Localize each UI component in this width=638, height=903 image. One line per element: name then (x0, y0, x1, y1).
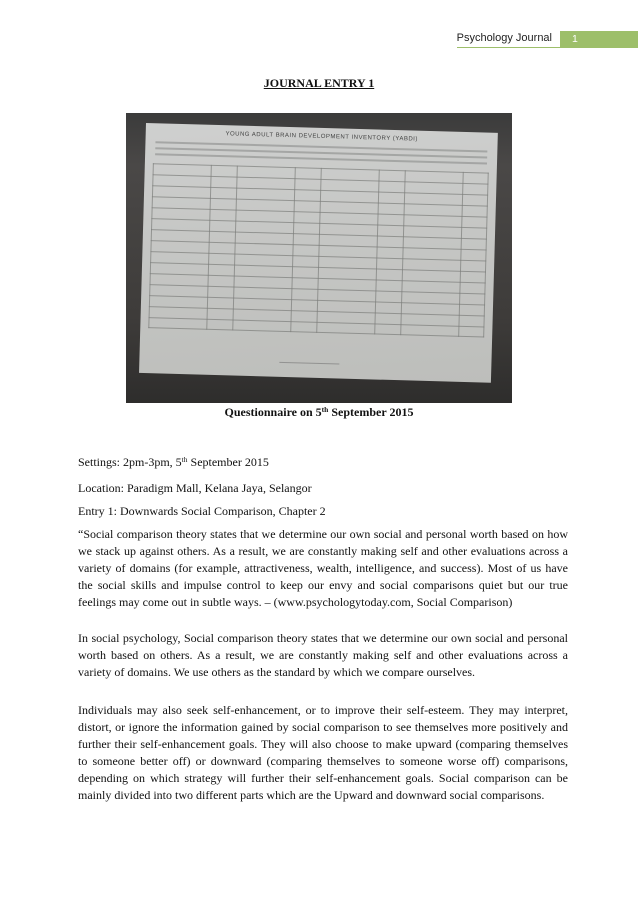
journal-title: Psychology Journal (457, 30, 560, 48)
paragraph-quote: “Social comparison theory states that we determine our own social and personal worth based on how we stack up against others. As a result, we are constantly making self and other evaluations across a variety of domains (for example, attractiveness, wealth, intelligence, and success). Most of us have the social skills and impulse control to keep our envy and social comparisons quiet but our true feelings may come out in subtle ways. – (www.psychologytoday.com, Social Comparison) (78, 527, 568, 609)
photo-caption: Questionnaire on 5th September 2015 (224, 405, 414, 419)
paragraph-self-enhancement: Individuals may also seek self-enhancement, or to improve their self-esteem. They may interpret, distort, or ignore the information gained by social comparison to see themselves more positively and further their self-enhancement goals. They will also choose to make upward (comparing themselves to someone better off) or downward (comparing themselves to someone worse off) comparisons, depending on which strategy will further their self-enhancement goals. Social comparison can be mainly divided into two different parts which are the Upward and downward social comparisons. (78, 703, 568, 802)
handwritten-mark (279, 342, 340, 365)
page-header (457, 30, 638, 48)
questionnaire-sheet (139, 123, 498, 383)
entry-line: Entry 1: Downwards Social Comparison, Chapter 2 (78, 504, 326, 518)
location-line: Location: Paradigm Mall, Kelana Jaya, Selangor (78, 481, 312, 495)
entry-title: JOURNAL ENTRY 1 (263, 76, 375, 90)
page-number: 1 (560, 31, 638, 48)
settings-line: Settings: 2pm-3pm, 5th September 2015 (78, 455, 269, 469)
questionnaire-photo (126, 113, 512, 403)
sheet-grid (148, 163, 488, 337)
paragraph-social-psychology: In social psychology, Social comparison theory states that we determine our own social and personal worth based on others. As a result, we are constantly making self and other evaluations across a variety of domains. We use others as the standard by which we compare ourselves. (78, 631, 568, 679)
sheet-heading: YOUNG ADULT BRAIN DEVELOPMENT INVENTORY (YABDI) (225, 131, 418, 143)
